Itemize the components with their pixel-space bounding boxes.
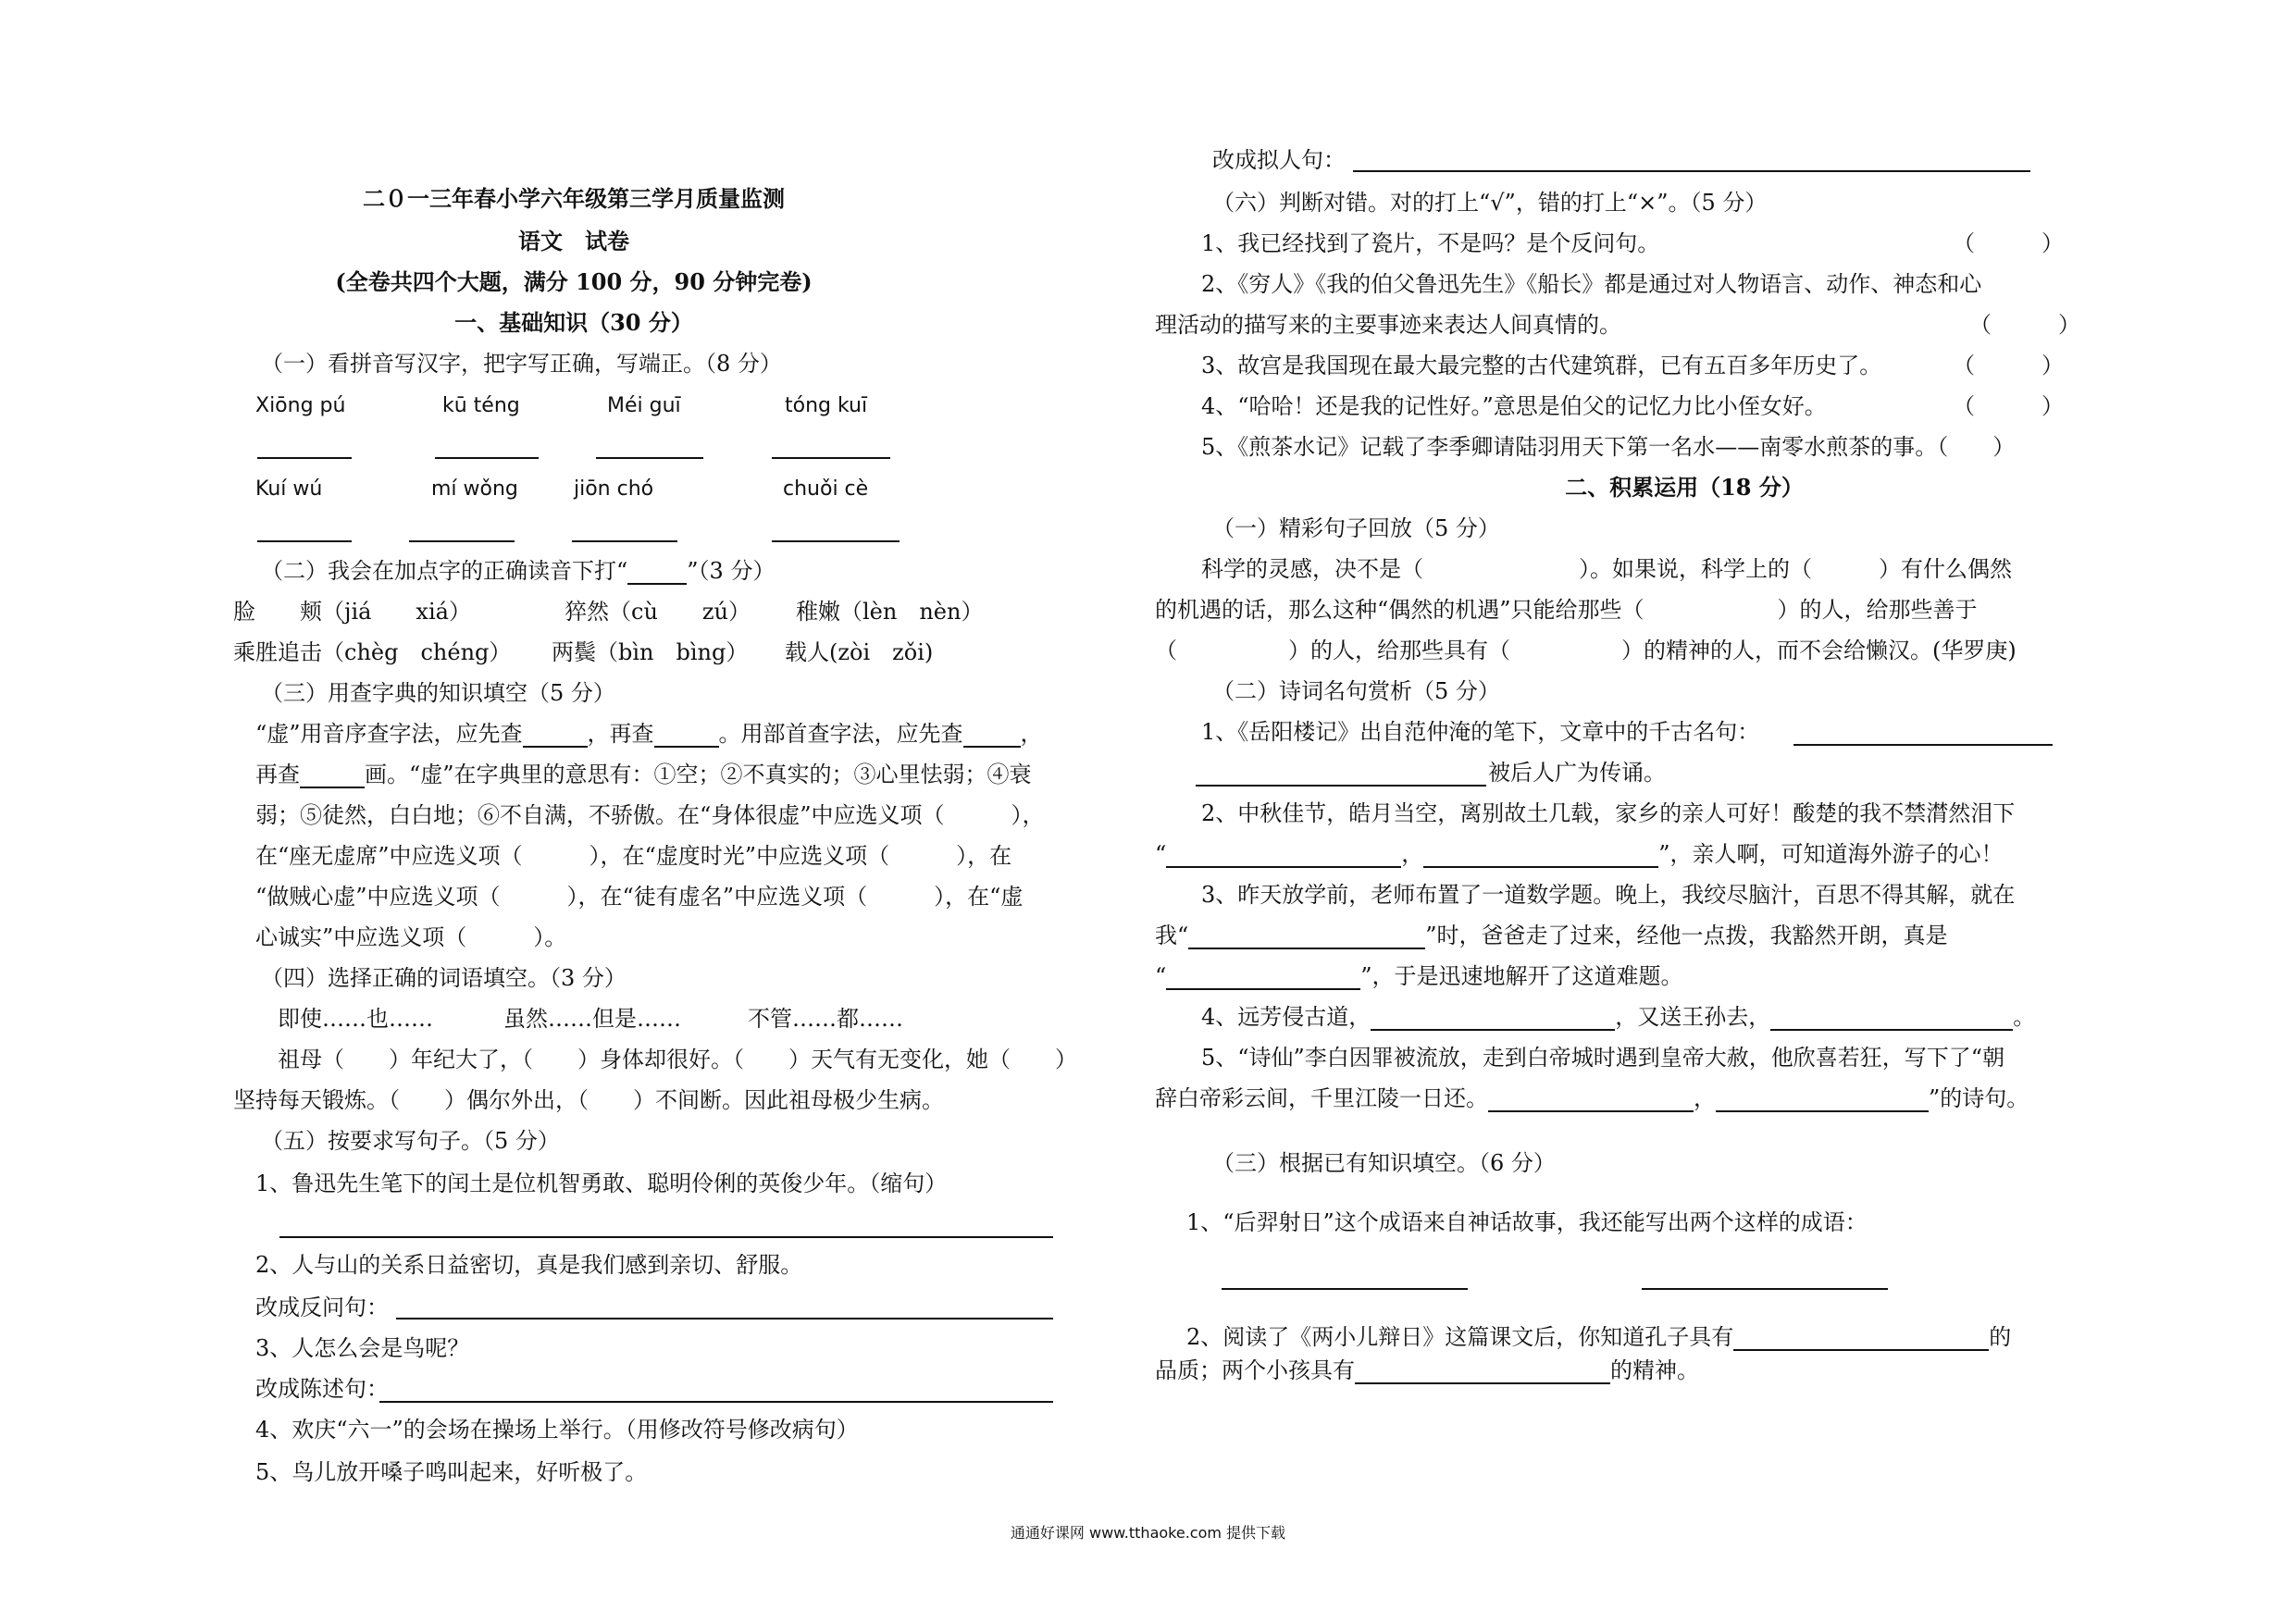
answer-blank[interactable] xyxy=(963,724,1021,748)
question-heading: （五）按要求写句子。（5 分） xyxy=(261,1128,560,1154)
reading-item: 猝然（cù zú） xyxy=(565,599,751,625)
text-span: 辞白帝彩云间，千里江陵一日还。 xyxy=(1155,1085,1488,1111)
question-text: 坚持每天锻炼。（ ）偶尔外出，（ ）不间断。因此祖母极少生病。 xyxy=(233,1087,944,1113)
text-span: 4、远芳侵古道， xyxy=(1201,1004,1371,1030)
text-span: ”的诗句。 xyxy=(1929,1085,2029,1111)
text-span: 画。“虚”在字典里的意思有：①空；②不真实的；③心里怯弱；④衰 xyxy=(365,762,1032,787)
answer-blank[interactable] xyxy=(523,724,588,748)
question-text: 在“座无虚席”中应选义项（ ），在“虚度时光”中应选义项（ ），在 xyxy=(255,843,1012,869)
text-span: 的精神。 xyxy=(1610,1357,1699,1383)
answer-line[interactable] xyxy=(772,457,890,459)
pinyin-item: chuǒi cè xyxy=(783,477,869,501)
text-span: ， xyxy=(1401,841,1424,867)
answer-blank[interactable] xyxy=(1770,1007,2013,1031)
question-heading: （二）诗词名句赏析（5 分） xyxy=(1212,678,1500,704)
text-span: ， xyxy=(1694,1085,1716,1111)
answer-blank[interactable] xyxy=(654,724,719,748)
judgement-item: 1、我已经找到了瓷片，不是吗？是个反问句。 xyxy=(1201,230,1660,256)
answer-label: 改成陈述句： xyxy=(255,1376,389,1402)
reading-item: 载人(zòi zǒi) xyxy=(785,639,934,665)
pinyin-item: tóng kuī xyxy=(785,394,868,417)
judgement-item: 4、“哈哈！还是我的记性好。”意思是伯父的记忆力比小侄女好。 xyxy=(1201,393,1827,419)
question-text xyxy=(1155,922,1948,949)
pinyin-item: Xiōng pú xyxy=(255,394,346,417)
question-heading: （六）判断对错。对的打上“√”，错的打上“×”。（5 分） xyxy=(1212,190,1768,216)
reading-item: 乘胜追击（chèg chéng） xyxy=(233,639,512,665)
question-text xyxy=(255,720,1043,748)
text-span: ， xyxy=(1020,721,1043,747)
judgement-paren[interactable]: （ ） xyxy=(1953,393,2064,419)
word-option: 虽然……但是…… xyxy=(503,1006,681,1032)
word-option: 不管……都…… xyxy=(748,1006,903,1032)
reading-item: 脸 颊（jiá xiá） xyxy=(233,599,471,625)
text-span: 2、阅读了《两小儿辩日》这篇课文后，你知道孔子具有 xyxy=(1186,1324,1734,1350)
question-text: 被后人广为传诵。 xyxy=(1488,760,1666,786)
answer-line[interactable] xyxy=(279,1236,1053,1238)
judgement-item: 2、《穷人》《我的伯父鲁迅先生》《船长》都是通过对人物语言、动作、神态和心 xyxy=(1201,271,1982,297)
answer-line[interactable] xyxy=(1222,1288,1468,1290)
answer-line[interactable] xyxy=(435,457,539,459)
text-span: 品质；两个小孩具有 xyxy=(1155,1357,1355,1383)
question-heading xyxy=(261,557,775,585)
answer-blank[interactable] xyxy=(1166,844,1401,868)
question-text: “做贼心虚”中应选义项（ ），在“徒有虚名”中应选义项（ ），在“虚 xyxy=(255,884,1024,910)
pinyin-item: Kuí wú xyxy=(255,477,323,501)
page-subtitle: 语文 试卷 xyxy=(518,228,629,254)
answer-label: 改成拟人句： xyxy=(1212,147,1346,173)
pinyin-item: kū téng xyxy=(442,394,520,417)
answer-line[interactable] xyxy=(1196,785,1486,787)
judgement-item: 5、《煎茶水记》记载了李季卿请陆羽用天下第一名水——南零水煎茶的事。（ ） xyxy=(1201,434,2016,460)
pinyin-item: jiōn chó xyxy=(574,477,654,501)
question-text: 2、人与山的关系日益密切，真是我们感到亲切、舒服。 xyxy=(255,1252,803,1278)
question-text: 1、“后羿射日”这个成语来自神话故事，我还能写出两个这样的成语： xyxy=(1186,1209,1868,1235)
answer-blank[interactable] xyxy=(1488,1088,1694,1112)
text-span: ”时，爸爸走了过来，经他一点拨，我豁然开朗，真是 xyxy=(1425,923,1948,948)
pinyin-item: Méi guī xyxy=(607,394,681,417)
question-text: 弱；⑤徒然，白白地；⑥不自满，不骄傲。在“身体很虚”中应选义项（ ）， xyxy=(255,802,1045,828)
answer-label: 改成反问句： xyxy=(255,1295,389,1320)
reading-item: 稚嫩（lèn nèn） xyxy=(796,599,984,625)
exam-note: (全卷共四个大题，满分 100 分，90 分钟完卷) xyxy=(335,268,813,295)
text-span: 再查 xyxy=(255,762,300,787)
question-text: 5、鸟儿放开嗓子鸣叫起来，好听极了。 xyxy=(255,1459,648,1485)
text-span: ”，亲人啊，可知道海外游子的心！ xyxy=(1658,841,2004,867)
question-text: 科学的灵感，决不是（ ）。如果说，科学上的（ ）有什么偶然 xyxy=(1201,556,2012,582)
question-text: （ ）的人，给那些具有（ ）的精神的人，而不会给懒汉。(华罗庚) xyxy=(1155,638,2017,663)
text-span: 。用部首查字法，应先查 xyxy=(718,721,963,747)
answer-line[interactable] xyxy=(379,1401,1053,1403)
footer-credit: 通通好课网 www.tthaoke.com 提供下载 xyxy=(1010,1524,1286,1542)
answer-blank[interactable] xyxy=(1733,1327,1989,1351)
question-text: 1、《岳阳楼记》出自范仲淹的笔下，文章中的千古名句： xyxy=(1201,719,1760,745)
answer-line[interactable] xyxy=(1793,744,2053,746)
question-text: 5、“诗仙”李白因罪被流放，走到白帝城时遇到皇帝大赦，他欣喜若狂，写下了“朝 xyxy=(1201,1045,2005,1071)
question-text xyxy=(255,761,1032,788)
question-heading: （三）根据已有知识填空。（6 分） xyxy=(1212,1150,1556,1176)
text-span: ，再查 xyxy=(587,721,654,747)
question-text xyxy=(1201,1003,2035,1031)
heading-text: （二）我会在加点字的正确读音下打“ xyxy=(261,558,628,584)
question-text: 3、昨天放学前，老师布置了一道数学题。晚上，我绞尽脑汁，百思不得其解，就在 xyxy=(1201,882,2016,908)
answer-blank[interactable] xyxy=(1355,1360,1610,1384)
question-text: 心诚实”中应选义项（ ）。 xyxy=(255,924,567,950)
answer-line[interactable] xyxy=(772,540,900,542)
text-span: ，又送王孙去， xyxy=(1615,1004,1771,1030)
text-span: “ xyxy=(1155,841,1167,867)
mark-blank xyxy=(627,561,687,585)
pinyin-item: mí wǒng xyxy=(431,477,518,501)
word-option: 即使……也…… xyxy=(278,1006,433,1032)
section-heading: 一、基础知识（30 分） xyxy=(454,309,693,336)
question-heading: （四）选择正确的词语填空。（3 分） xyxy=(261,965,627,991)
question-text: 祖母（ ）年纪大了，（ ）身体却很好。（ ）天气有无变化，她（ ） xyxy=(278,1047,1077,1072)
question-text xyxy=(1155,1084,2029,1112)
text-span: 。 xyxy=(2013,1004,2036,1030)
question-heading: （一）看拼音写汉字，把字写正确，写端正。（8 分） xyxy=(261,351,782,377)
text-span: ”，于是迅速地解开了这道难题。 xyxy=(1360,963,1683,989)
question-text xyxy=(1155,962,1683,990)
text-span: “虚”用音序查字法，应先查 xyxy=(255,721,523,747)
question-text: 4、欢庆“六一”的会场在操场上举行。（用修改符号修改病句） xyxy=(255,1417,859,1443)
answer-line[interactable] xyxy=(1353,170,2030,172)
section-heading: 二、积累运用（18 分） xyxy=(1565,474,1804,501)
answer-blank[interactable] xyxy=(1371,1007,1615,1031)
question-text: 2、中秋佳节，皓月当空，离别故土几载，家乡的亲人可好！酸楚的我不禁潸然泪下 xyxy=(1201,800,2016,826)
heading-text: ”（3 分） xyxy=(687,558,776,584)
answer-line[interactable] xyxy=(596,457,703,459)
text-span: “ xyxy=(1155,963,1167,989)
answer-line[interactable] xyxy=(257,540,352,542)
question-text: 1、鲁迅先生笔下的闰土是位机智勇敢、聪明伶俐的英俊少年。（缩句） xyxy=(255,1171,948,1196)
answer-blank[interactable] xyxy=(1716,1088,1929,1112)
judgement-paren[interactable]: （ ） xyxy=(1969,312,2080,338)
judgement-item: 理活动的描写来的主要事迹来表达人间真情的。 xyxy=(1155,312,1621,338)
text-span: 我“ xyxy=(1155,923,1189,948)
judgement-item: 3、故宫是我国现在最大最完整的古代建筑群，已有五百多年历史了。 xyxy=(1201,353,1882,378)
question-text xyxy=(1186,1323,2011,1351)
reading-item: 两鬓（bìn bìng） xyxy=(552,639,749,665)
question-heading: （一）精彩句子回放（5 分） xyxy=(1212,515,1500,541)
answer-line[interactable] xyxy=(396,1318,1053,1319)
answer-blank[interactable] xyxy=(1423,844,1658,868)
judgement-paren[interactable]: （ ） xyxy=(1953,353,2064,378)
question-text: 3、人怎么会是鸟呢？ xyxy=(255,1335,470,1361)
question-text xyxy=(1155,840,2004,868)
question-heading: （三）用查字典的知识填空（5 分） xyxy=(261,680,615,706)
text-span: 的 xyxy=(1989,1324,2012,1350)
question-text: 的机遇的话，那么这种“偶然的机遇”只能给那些（ ）的人，给那些善于 xyxy=(1155,597,1978,623)
answer-blank[interactable] xyxy=(1188,925,1425,949)
answer-blank[interactable] xyxy=(1166,966,1360,990)
judgement-paren[interactable]: （ ） xyxy=(1953,230,2064,256)
answer-line[interactable] xyxy=(409,540,515,542)
page-title: 二０一三年春小学六年级第三学月质量监测 xyxy=(363,185,785,212)
answer-line[interactable] xyxy=(1642,1288,1888,1290)
question-text xyxy=(1155,1357,1699,1384)
answer-line[interactable] xyxy=(257,457,352,459)
answer-blank[interactable] xyxy=(300,764,365,788)
answer-line[interactable] xyxy=(572,540,677,542)
